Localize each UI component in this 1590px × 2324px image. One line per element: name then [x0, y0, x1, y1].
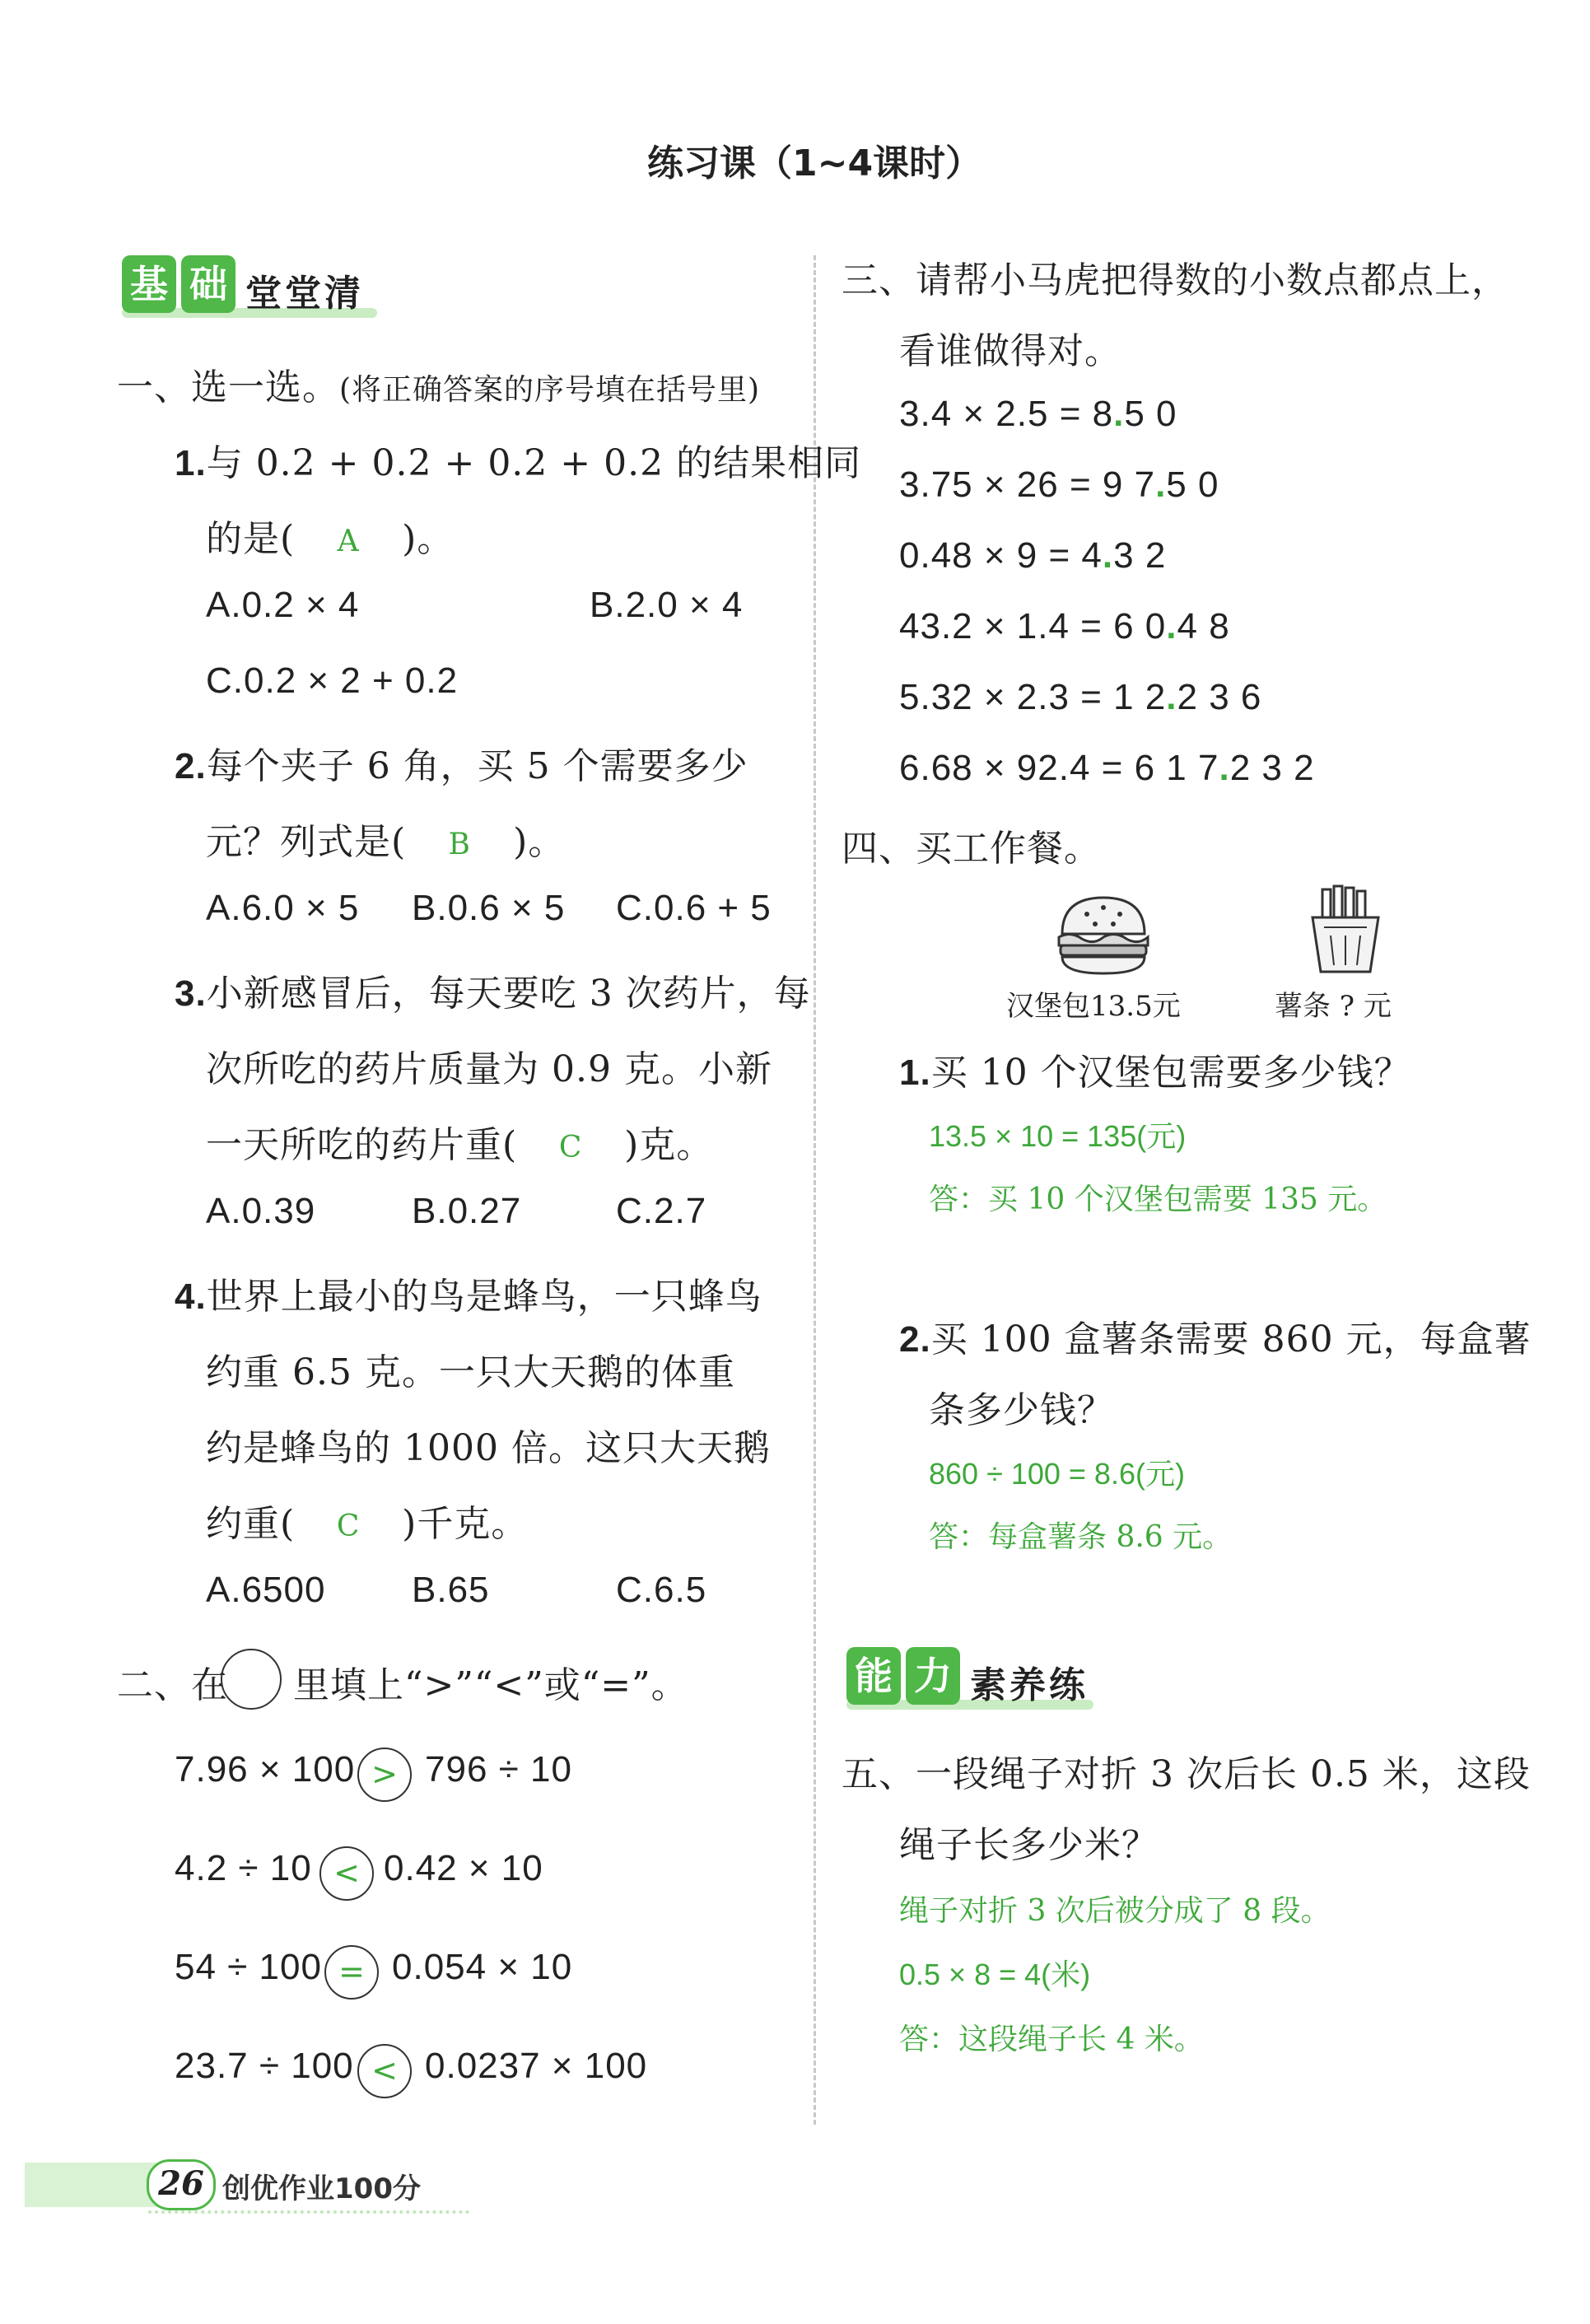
blank-circle-icon — [221, 1649, 282, 1710]
q3-heading: 三、请帮小马虎把得数的小数点都点上， — [842, 259, 1508, 301]
option-c: C.0.6 + 5 — [616, 888, 772, 928]
page-title: 练习课（1~4课时） — [647, 142, 982, 184]
answer-blank: C — [558, 1131, 583, 1164]
footer-dots — [148, 2210, 469, 2214]
compare-right: 0.42 × 10 — [384, 1848, 543, 1888]
compare-left: 54 ÷ 100 — [175, 1947, 322, 1987]
option-a: A.0.2 × 4 — [206, 585, 360, 625]
q5-heading: 五、一段绳子对折 3 次后长 0.5 米，这段 — [842, 1753, 1531, 1795]
compare-sign: < — [357, 2044, 412, 2098]
q1-heading: 一、选一选。(将正确答案的序号填在括号里) — [117, 366, 761, 408]
decimal-dot: . — [1166, 677, 1177, 717]
q1-item-2-line-2: 元？列式是( B )。 — [206, 821, 566, 863]
section-basic-header — [122, 255, 385, 326]
decimal-dot: . — [1113, 394, 1125, 434]
q1-item-1-line-1: 1.与 0.2 + 0.2 + 0.2 + 0.2 的结果相同 — [175, 442, 862, 484]
decimal-row: 3.4 × 2.5 = 8.5 0 — [899, 394, 1177, 434]
compare-left: 23.7 ÷ 100 — [175, 2046, 354, 2086]
q1-item-2-line-1: 2.每个夹子 6 角，买 5 个需要多少 — [175, 745, 748, 787]
q4-sub2-answer: 答：每盒薯条 8.6 元。 — [929, 1520, 1233, 1554]
decimal-row: 3.75 × 26 = 9 7.5 0 — [899, 464, 1219, 505]
q4-sub1-answer: 答：买 10 个汉堡包需要 135 元。 — [929, 1183, 1387, 1216]
q2-heading-a: 二、在 — [117, 1664, 228, 1706]
option-a: A.6500 — [206, 1570, 326, 1610]
q1-item-4-line-4: 约重( C )千克。 — [206, 1503, 529, 1545]
section-badge-char: 基 — [122, 255, 176, 313]
q4-sub1-calc: 13.5 × 10 = 135(元) — [929, 1119, 1187, 1153]
q2-heading-b: 里填上“>”“<”或“=”。 — [293, 1664, 688, 1706]
decimal-dot: . — [1102, 535, 1114, 576]
q3-heading-2: 看谁做得对。 — [899, 330, 1121, 372]
section-basic-title: 堂堂清 — [245, 273, 364, 315]
q1-item-1-line-2: 的是( A )。 — [206, 518, 455, 560]
q1-item-3-line-3: 一天所吃的药片重( C )克。 — [206, 1124, 714, 1166]
q1-item-4-line-3: 约是蜂鸟的 1000 倍。这只大天鹅 — [206, 1427, 771, 1469]
q1-item-3-line-2: 次所吃的药片质量为 0.9 克。小新 — [206, 1048, 772, 1090]
column-divider — [814, 255, 816, 2125]
decimal-row: 43.2 × 1.4 = 6 0.4 8 — [899, 606, 1230, 646]
q4-heading: 四、买工作餐。 — [842, 828, 1101, 870]
french-fries-icon — [1306, 884, 1385, 975]
q1-item-4-line-1: 4.世界上最小的鸟是蜂鸟，一只蜂鸟 — [175, 1276, 762, 1318]
q5-work-1: 绳子对折 3 次后被分成了 8 段。 — [899, 1894, 1331, 1928]
burger-price-label: 汉堡包13.5元 — [1006, 990, 1181, 1023]
decimal-dot: . — [1166, 606, 1177, 646]
answer-blank: A — [337, 525, 360, 558]
q5-answer: 答：这段绳子长 4 米。 — [899, 2023, 1204, 2056]
q1-item-3-line-1: 3.小新感冒后，每天要吃 3 次药片，每 — [175, 973, 811, 1015]
compare-left: 7.96 × 100 — [175, 1749, 356, 1790]
decimal-dot: . — [1219, 748, 1230, 788]
fries-price-label: 薯条 ? 元 — [1275, 990, 1392, 1023]
q4-sub2-calc: 860 ÷ 100 = 8.6(元) — [929, 1457, 1185, 1491]
decimal-row: 5.32 × 2.3 = 1 2.2 3 6 — [899, 677, 1262, 717]
page-number: 26 — [147, 2159, 216, 2210]
compare-sign: < — [319, 1846, 374, 1901]
q5-heading-2: 绳子长多少米？ — [899, 1824, 1159, 1866]
compare-sign: = — [324, 1945, 379, 2000]
option-b: B.0.27 — [412, 1191, 522, 1231]
q5-work-2: 0.5 × 8 = 4(米) — [899, 1958, 1091, 1991]
option-a: A.0.39 — [206, 1191, 316, 1231]
compare-sign: > — [357, 1748, 412, 1802]
option-b: B.65 — [412, 1570, 490, 1610]
option-b: B.0.6 × 5 — [412, 888, 566, 928]
footer-brand: 创优作业100分 — [222, 2172, 421, 2205]
section-ability-header — [846, 1647, 1110, 1718]
answer-blank: B — [448, 828, 471, 861]
option-c: C.0.2 × 2 + 0.2 — [206, 660, 459, 701]
section-badge-char: 能 — [846, 1647, 901, 1705]
option-c: C.6.5 — [616, 1570, 707, 1610]
section-ability-title: 素养练 — [970, 1664, 1089, 1706]
q4-sub2-line2: 条多少钱？ — [929, 1389, 1114, 1431]
section-badge-char: 础 — [181, 255, 235, 313]
q4-sub2: 2.买 100 盒薯条需要 860 元，每盒薯 — [899, 1318, 1532, 1360]
q1-item-4-line-2: 约重 6.5 克。一只大天鹅的体重 — [206, 1351, 735, 1393]
option-c: C.2.7 — [616, 1191, 707, 1231]
answer-blank: C — [336, 1510, 361, 1543]
q1-note: (将正确答案的序号填在括号里) — [339, 373, 761, 407]
option-a: A.6.0 × 5 — [206, 888, 360, 928]
q4-sub1: 1.买 10 个汉堡包需要多少钱？ — [899, 1052, 1411, 1094]
decimal-row: 6.68 × 92.4 = 6 1 7.2 3 2 — [899, 748, 1315, 788]
compare-left: 4.2 ÷ 10 — [175, 1848, 312, 1888]
compare-right: 0.054 × 10 — [392, 1947, 573, 1987]
hamburger-icon — [1054, 891, 1153, 978]
section-badge-char: 力 — [906, 1647, 960, 1705]
option-b: B.2.0 × 4 — [590, 585, 744, 625]
decimal-row: 0.48 × 9 = 4.3 2 — [899, 535, 1167, 576]
decimal-dot: . — [1155, 464, 1167, 505]
compare-right: 0.0237 × 100 — [425, 2046, 648, 2086]
compare-right: 796 ÷ 10 — [425, 1749, 572, 1790]
